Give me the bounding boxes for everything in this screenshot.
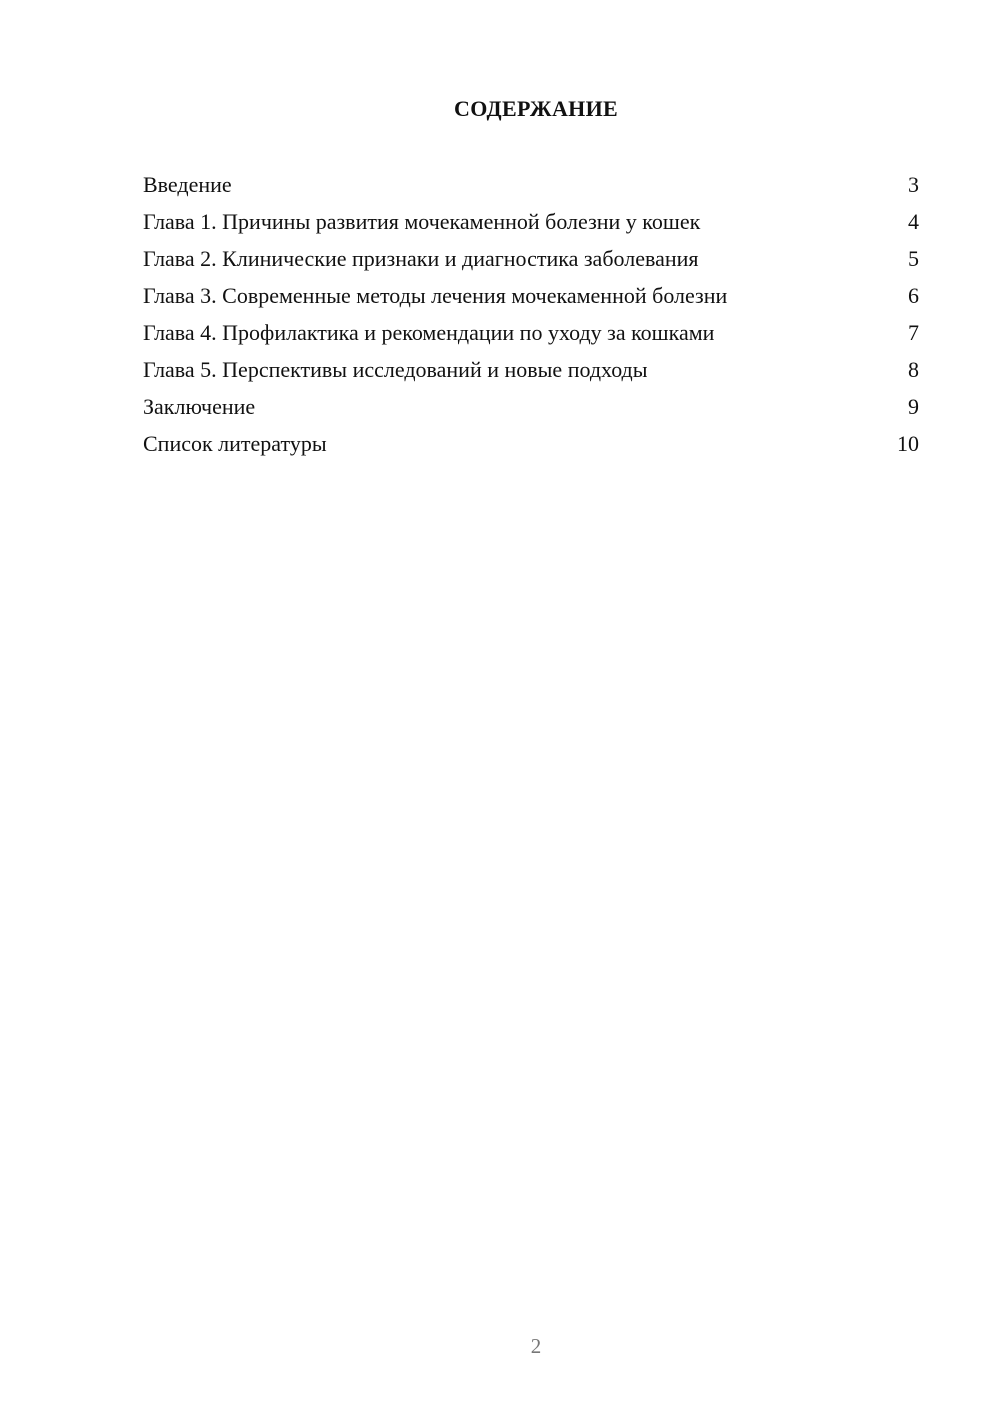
toc-entry-conclusion <box>143 392 919 429</box>
toc-entry-title: Глава 3. Современные методы лечения мочекаменной болезни <box>143 283 728 308</box>
toc-entry-page: 4 <box>908 209 919 234</box>
toc-entry-page: 6 <box>908 283 919 308</box>
toc-entry-chapter-5 <box>143 355 919 392</box>
toc-entry-title: Заключение <box>143 394 256 419</box>
toc-entry-page: 5 <box>908 246 919 271</box>
toc-entry-chapter-1 <box>143 207 919 244</box>
toc-entry-chapter-4 <box>143 318 919 355</box>
toc-entry-page: 10 <box>897 431 919 456</box>
toc-entry-title: Глава 1. Причины развития мочекаменной болезни у кошек <box>143 209 701 234</box>
toc-entry-title: Глава 5. Перспективы исследований и новые подходы <box>143 357 648 382</box>
toc-entry-page: 3 <box>908 172 919 197</box>
toc-entry-page: 8 <box>908 357 919 382</box>
toc-entry-title: Глава 2. Клинические признаки и диагностика заболевания <box>143 246 699 271</box>
toc-entry-references <box>143 429 919 466</box>
toc-entry-title: Список литературы <box>143 431 327 456</box>
toc-entry-chapter-2 <box>143 244 919 281</box>
toc-entry-title: Глава 4. Профилактика и рекомендации по уходу за кошками <box>143 320 715 345</box>
toc-entry-page: 7 <box>908 320 919 345</box>
page-title: СОДЕРЖАНИЕ <box>454 96 618 121</box>
page-number: 2 <box>530 1334 542 1358</box>
toc-entry-chapter-3 <box>143 281 919 318</box>
toc-entry-introduction <box>143 170 919 207</box>
toc-entry-page: 9 <box>908 394 919 419</box>
toc-entry-title: Введение <box>143 172 232 197</box>
table-of-contents <box>143 170 919 466</box>
